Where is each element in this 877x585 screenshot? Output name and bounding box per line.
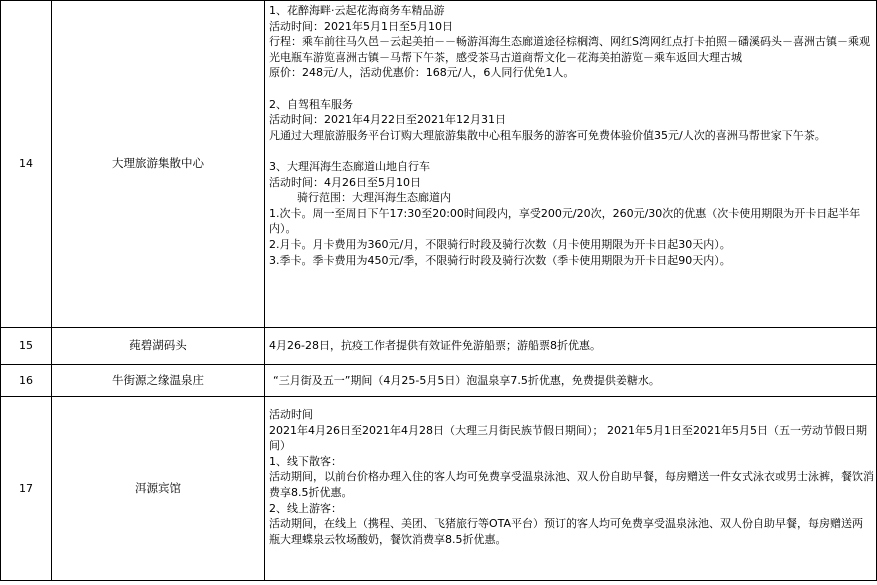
table-row xyxy=(1,397,877,581)
activity-details xyxy=(265,397,877,581)
venue-name: 牛街源之缘温泉庄 xyxy=(52,365,265,397)
spacer xyxy=(269,81,874,97)
detail-line: 行程：乘车前往马久邑－云起美拍－－畅游洱海生态廊道途径棕榈湾、网红S湾网红点打卡拍照－磻溪码头－喜洲古镇－乘观光电瓶车游览喜洲古镇－马帮下午茶，感受茶马古道商帮文化－花海美拍游览－乘车返回大理古城 xyxy=(269,35,870,64)
detail-line: 2.月卡。月卡费用为360元/月，不限骑行时段及骑行次数（月卡使用期限为开卡日起30天内）。 xyxy=(269,237,731,251)
detail-line: 原价：248元/人，活动优惠价：168元/人，6人同行优免1人。 xyxy=(269,66,575,80)
venue-name: 大理旅游集散中心 xyxy=(52,1,265,328)
detail-line: 骑行范围：大理洱海生态廊道内 xyxy=(297,191,451,205)
detail-line: 4月26-28日，抗疫工作者提供有效证件免游船票；游船票8折优惠。 xyxy=(269,339,601,353)
detail-line: 3.季卡。季卡费用为450元/季，不限骑行时段及骑行次数（季卡使用期限为开卡日起90天内）。 xyxy=(269,253,731,267)
detail-line: 活动时间：2021年4月22日至2021年12月31日 xyxy=(269,113,506,127)
detail-line: 2、自驾租车服务 xyxy=(269,97,353,111)
row-number: 15 xyxy=(1,328,52,365)
detail-line: 1、线下散客： xyxy=(269,454,342,468)
detail-line: “三月街及五一”期间（4月25-5月5日）泡温泉享7.5折优惠，免费提供姜糖水。 xyxy=(273,373,660,387)
detail-line: 凡通过大理旅游服务平台订购大理旅游集散中心租车服务的游客可免费体验价值35元/人次的喜洲马帮世家下午茶。 xyxy=(269,128,826,142)
detail-line: 活动期间，在线上（携程、美团、飞猪旅行等OTA平台）预订的客人均可免费享受温泉泳池、双人份自助早餐，每房赠送两瓶大理蝶泉云牧场酸奶，餐饮消费享8.5折优惠。 xyxy=(269,517,864,546)
detail-line: 2、线上游客： xyxy=(269,501,342,515)
row-number: 14 xyxy=(1,1,52,328)
activity-details xyxy=(265,365,877,397)
venue-name: 洱源宾馆 xyxy=(52,397,265,581)
detail-line: 活动时间：4月26日至5月10日 xyxy=(269,175,421,189)
detail-line: 3、大理洱海生态廊道山地自行车 xyxy=(269,159,430,173)
row-number: 17 xyxy=(1,397,52,581)
venue-name: 莼碧湖码头 xyxy=(52,328,265,365)
detail-line: 1、花醉海畔·云起花海商务车精品游 xyxy=(269,4,445,17)
spacer xyxy=(269,143,874,159)
row-number: 16 xyxy=(1,365,52,397)
detail-line: 1.次卡。周一至周日下午17:30至20:00时间段内，享受200元/20次，260元/30次的优惠（次卡使用期限为开卡日起半年内）。 xyxy=(269,206,861,236)
activity-details xyxy=(265,1,877,328)
detail-line: 活动期间，以前台价格办理入住的客人均可免费享受温泉泳池、双人份自助早餐，每房赠送一件女式泳衣或男士泳裤，餐饮消费享8.5折优惠。 xyxy=(269,470,874,499)
table-row xyxy=(1,328,877,365)
table-row xyxy=(1,365,877,397)
activity-details xyxy=(265,328,877,365)
table-row xyxy=(1,1,877,328)
detail-line: 2021年4月26日至2021年4月28日（大理三月街民族节假日期间）； 2021年5月1日至2021年5月5日（五一劳动节假日期间） xyxy=(269,423,867,453)
detail-line: 活动时间 xyxy=(269,408,313,421)
detail-line: 活动时间：2021年5月1日至5月10日 xyxy=(269,19,453,33)
